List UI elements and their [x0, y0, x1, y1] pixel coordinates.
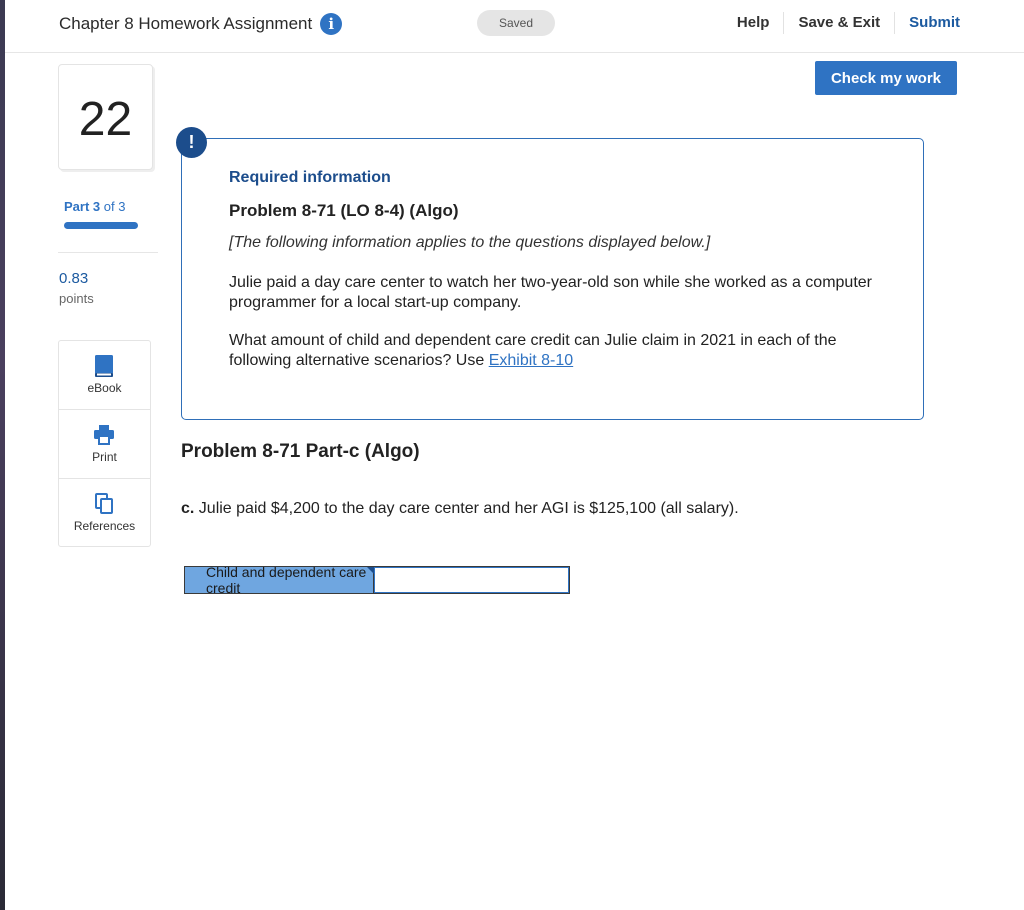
score-value: 0.83: [59, 270, 89, 287]
scenario-paragraph: Julie paid a day care center to watch her two-year-old son while she worked as a computer programmer for a local start-up company.: [229, 274, 872, 311]
info-note: [The following information applies to the questions displayed below.]: [229, 234, 711, 251]
problem-title: Problem 8-71 (LO 8-4) (Algo): [229, 201, 459, 220]
assignment-title: [59, 13, 342, 35]
answer-row: [184, 566, 570, 594]
part-progress-bar: [64, 222, 138, 229]
print-label: Print: [92, 450, 117, 464]
question-text: [181, 500, 739, 518]
top-header: [5, 0, 1024, 53]
part-word: Part: [64, 199, 90, 214]
part-current: 3: [92, 199, 101, 214]
printer-icon: [93, 423, 115, 447]
question-number: 22: [78, 93, 133, 146]
required-information-box: [181, 138, 924, 420]
question-paragraph-text: What amount of child and dependent care credit can Julie claim in 2021 in each of the following alternative scenarios? Use: [229, 332, 837, 369]
credit-answer-input[interactable]: [374, 567, 569, 593]
answer-label: Child and dependent care credit: [185, 567, 374, 593]
references-label: References: [73, 519, 136, 533]
part-title: Problem 8-71 Part-c (Algo): [181, 441, 420, 462]
sidebar-divider: [58, 252, 158, 253]
part-of: of 3: [103, 199, 126, 214]
help-link[interactable]: Help: [723, 12, 785, 34]
book-icon: [93, 354, 115, 378]
part-indicator: [64, 199, 125, 214]
info-icon[interactable]: i: [320, 13, 342, 35]
check-my-work-button[interactable]: Check my work: [815, 61, 957, 95]
question-body: Julie paid $4,200 to the day care center and her AGI is $125,100 (all salary).: [194, 500, 739, 517]
tools-panel: [58, 340, 151, 547]
header-nav: [723, 0, 1024, 46]
submit-link[interactable]: Submit: [909, 14, 960, 31]
assignment-title-text: Chapter 8 Homework Assignment: [59, 14, 313, 33]
saved-status-badge: Saved: [477, 10, 555, 36]
window-edge: [0, 0, 5, 910]
question-letter: c.: [181, 500, 195, 517]
save-exit-link[interactable]: Save & Exit: [784, 12, 895, 34]
ebook-tool[interactable]: [59, 341, 150, 410]
question-paragraph: [229, 331, 889, 371]
references-icon: [93, 492, 115, 516]
score-label: points: [59, 291, 94, 306]
ebook-label: eBook: [87, 381, 122, 395]
references-tool[interactable]: [59, 479, 150, 547]
print-tool[interactable]: [59, 410, 150, 479]
required-info-title: Required information: [229, 169, 391, 186]
alert-icon: !: [176, 127, 207, 158]
exhibit-link[interactable]: Exhibit 8-10: [488, 352, 574, 369]
question-number-card: [58, 64, 153, 170]
